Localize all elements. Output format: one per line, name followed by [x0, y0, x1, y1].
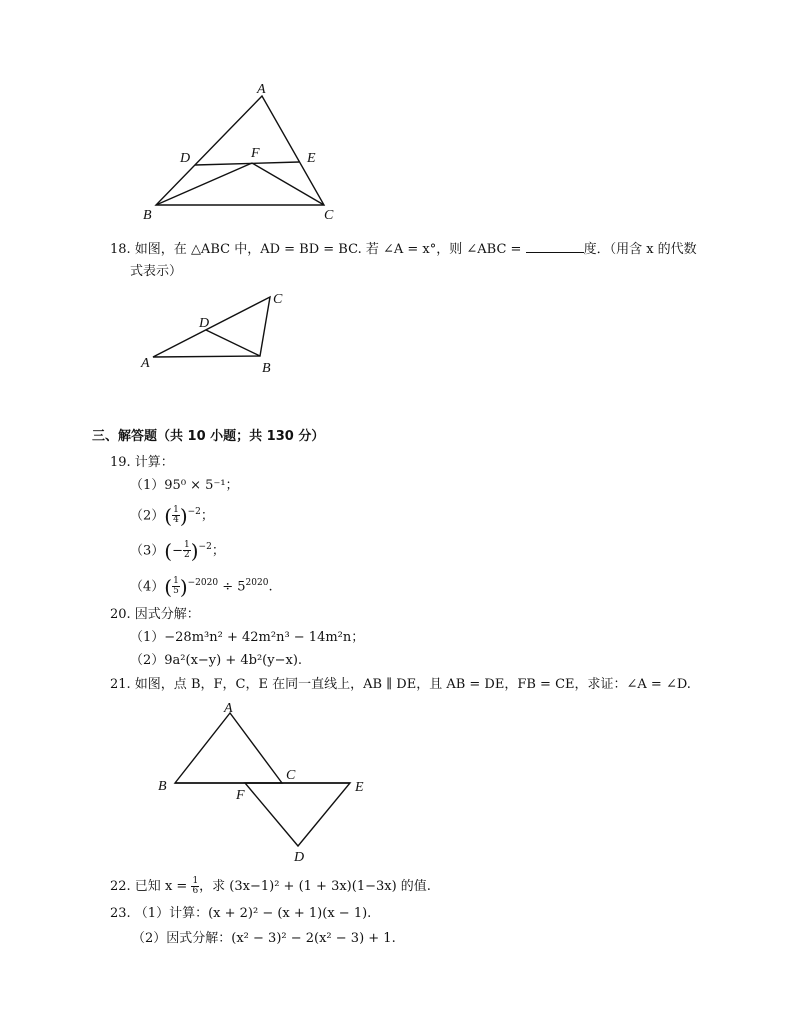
part-label: （3） — [130, 543, 165, 559]
q18-line2: 式表示） — [130, 264, 183, 279]
q18-line1 — [110, 240, 697, 259]
q20-title: 20. 因式分解： — [110, 607, 200, 622]
q19-part1: （1）95⁰ × 5⁻¹； — [130, 478, 239, 493]
fraction: $\frac{1}{5}$ — [173, 576, 179, 597]
section-heading: 三、解答题（共 10 小题；共 130 分） — [92, 429, 325, 444]
label-a: A — [257, 82, 266, 97]
triangle-abc — [175, 713, 282, 783]
exponent: −2020 — [187, 578, 219, 588]
part-label: （2） — [130, 508, 165, 524]
segment-bf — [156, 163, 252, 205]
q20-part2: （2）9a²(x−y) + 4b²(y−x). — [130, 653, 303, 668]
triangle-def — [245, 783, 350, 846]
q18-text: 18. 如图，在 △ABC 中，AD = BD = BC. 若 ∠A = x°，则 ∠ABC = — [110, 242, 522, 257]
q20-part1: （1）−28m³n² + 42m²n³ − 14m²n； — [130, 630, 365, 645]
label-a: A — [224, 701, 233, 716]
q22-text — [110, 877, 431, 896]
figure-q17-triangle — [130, 78, 350, 228]
q22-pre: 22. 已知 x = — [110, 879, 192, 894]
q23-part2: （2）因式分解：(x² − 3)² − 2(x² − 3) + 1. — [132, 931, 396, 946]
label-d: D — [180, 151, 191, 166]
label-c: C — [324, 208, 334, 223]
segment-db — [206, 330, 260, 356]
answer-blank — [526, 240, 584, 253]
label-f: F — [236, 788, 245, 803]
label-c: C — [286, 768, 296, 783]
label-f: F — [251, 146, 260, 161]
label-e: E — [307, 151, 316, 166]
label-d: D — [199, 316, 210, 331]
fraction: $\frac{1}{4}$ — [173, 505, 179, 526]
triangle-abc — [153, 297, 270, 357]
q19-part4: （4）( $\frac{1}{5}$ )$^{-2020} \div 5^{2020}$. — [130, 574, 273, 599]
label-b: B — [143, 208, 152, 223]
fraction: $\frac{1}{6}$ — [192, 876, 199, 896]
q21-text: 21. 如图，点 B，F，C，E 在同一直线上，AB ∥ DE，且 AB = DE，FB = CE，求证：∠A = ∠D. — [110, 677, 691, 692]
part-label: （4） — [130, 579, 165, 595]
fraction: $\frac{1}{2}$ — [184, 540, 190, 561]
label-e: E — [355, 780, 364, 795]
q23-part1: 23. （1）计算：(x + 2)² − (x + 1)(x − 1). — [110, 906, 372, 921]
exponent: −2 — [198, 542, 212, 552]
q19-title: 19. 计算： — [110, 455, 174, 470]
figure-q18-triangle — [135, 285, 305, 380]
q19-part3: （3）(− $\frac{1}{2}$ )$^{-2}$； — [130, 538, 225, 563]
label-b: B — [262, 361, 271, 376]
segment-fc — [252, 163, 324, 205]
label-c: C — [273, 292, 283, 307]
label-d: D — [294, 850, 305, 865]
exponent: −2 — [187, 507, 201, 517]
figure-q21 — [150, 698, 390, 868]
q18-text-tail: 度．（用含 x 的代数 — [583, 242, 697, 257]
q19-part2: （2）( $\frac{1}{4}$ )$^{-2}$； — [130, 503, 214, 528]
label-a: A — [141, 356, 150, 371]
q22-post: ，求 (3x−1)² + (1 + 3x)(1−3x) 的值. — [199, 879, 431, 894]
label-b: B — [158, 779, 167, 794]
